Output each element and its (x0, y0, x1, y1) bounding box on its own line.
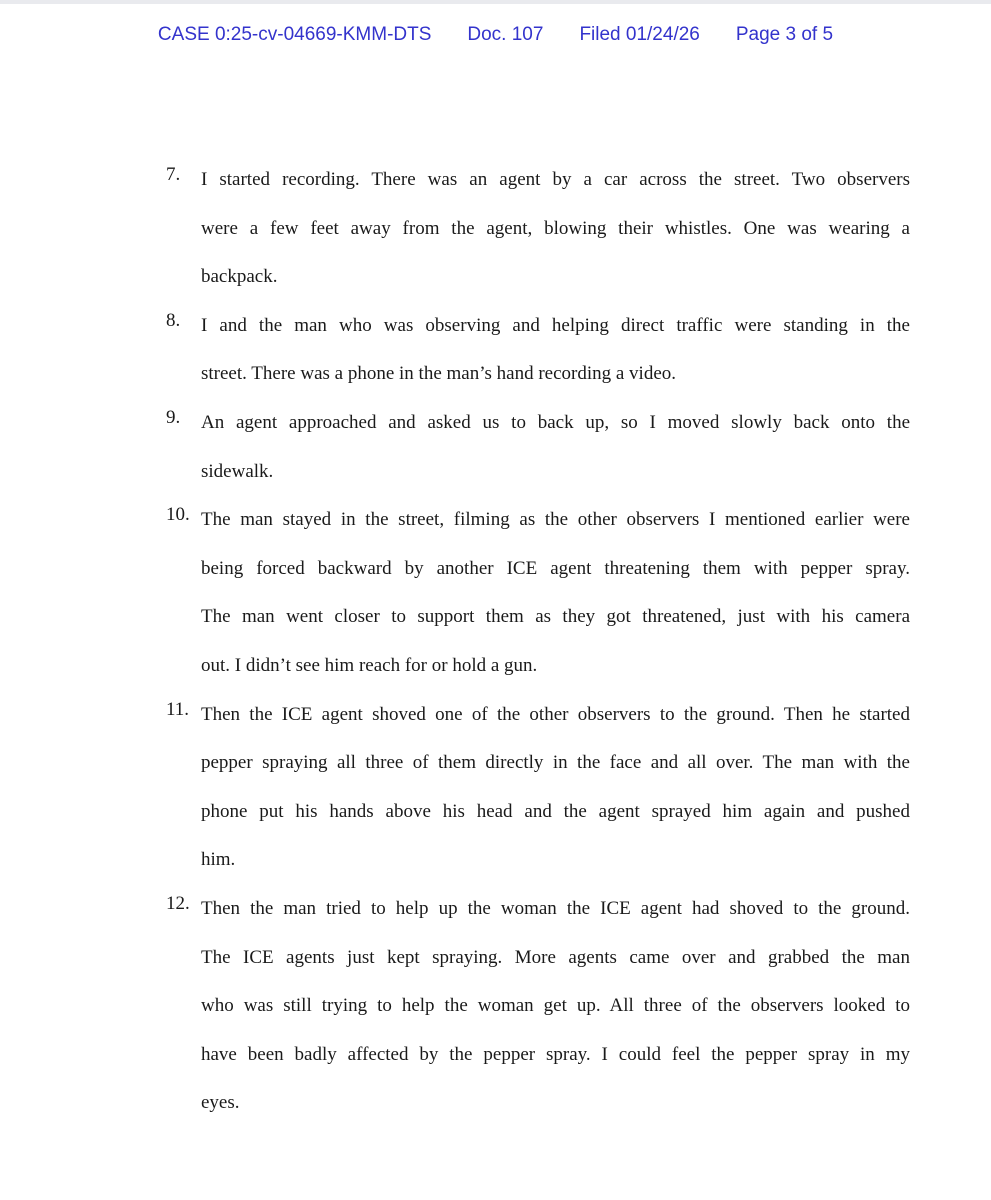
paragraph-number: 10. (166, 504, 190, 526)
paragraph-8 (166, 310, 910, 407)
document-number: Doc. 107 (467, 24, 544, 45)
paragraph-line: were a few feet away from the agent, blowing their whistles. One was wearing a (201, 217, 910, 239)
paragraph-line: sidewalk. (201, 460, 274, 482)
paragraph-line: who was still trying to help the woman get up. All three of the observers looked to (201, 995, 910, 1017)
paragraph-number: 12. (166, 892, 190, 914)
paragraph-7 (166, 164, 910, 310)
paragraph-line: I started recording. There was an agent by a car across the street. Two observers (201, 169, 910, 190)
paragraph-line: being forced backward by another ICE agent threatening them with pepper spray. (201, 557, 910, 579)
paragraph-line: I and the man who was observing and helping direct traffic were standing in the (201, 314, 910, 336)
paragraph-line: have been badly affected by the pepper spray. I could feel the pepper spray in my (201, 1043, 910, 1065)
paragraph-12 (166, 893, 910, 1136)
paragraph-line: The man went closer to support them as they got threatened, just with his camera (201, 606, 910, 628)
paragraph-line: Then the man tried to help up the woman the ICE agent had shoved to the ground. (201, 897, 910, 919)
paragraph-line: Then the ICE agent shoved one of the other observers to the ground. Then he started (201, 703, 910, 725)
filing-header (0, 24, 991, 46)
paragraph-number: 7. (166, 164, 181, 185)
document-body (166, 164, 910, 1136)
page-indicator: Page 3 of 5 (735, 24, 834, 45)
paragraph-line: street. There was a phone in the man’s hand recording a video. (201, 363, 677, 385)
paragraph-line: phone put his hands above his head and the agent sprayed him again and pushed (201, 800, 910, 822)
filed-date: Filed 01/24/26 (579, 24, 700, 45)
paragraph-line: The man stayed in the street, filming as the other observers I mentioned earlier were (201, 509, 910, 531)
paragraph-number: 11. (166, 698, 190, 720)
paragraph-line: eyes. (201, 1092, 240, 1114)
page-top-edge (0, 0, 991, 4)
paragraph-line: him. (201, 849, 236, 871)
paragraph-line: out. I didn’t see him reach for or hold a gun. (201, 654, 538, 676)
paragraph-9 (166, 407, 910, 504)
paragraph-line: backpack. (201, 266, 278, 288)
paragraph-line: pepper spraying all three of them directly in the face and all over. The man with the (201, 752, 910, 774)
paragraph-number: 8. (166, 309, 181, 331)
paragraph-number: 9. (166, 406, 181, 428)
case-number: CASE 0:25-cv-04669-KMM-DTS (157, 24, 432, 45)
paragraph-10 (166, 504, 910, 698)
paragraph-11 (166, 699, 910, 893)
paragraph-line: The ICE agents just kept spraying. More agents came over and grabbed the man (201, 946, 910, 968)
paragraph-line: An agent approached and asked us to back up, so I moved slowly back onto the (201, 411, 910, 433)
